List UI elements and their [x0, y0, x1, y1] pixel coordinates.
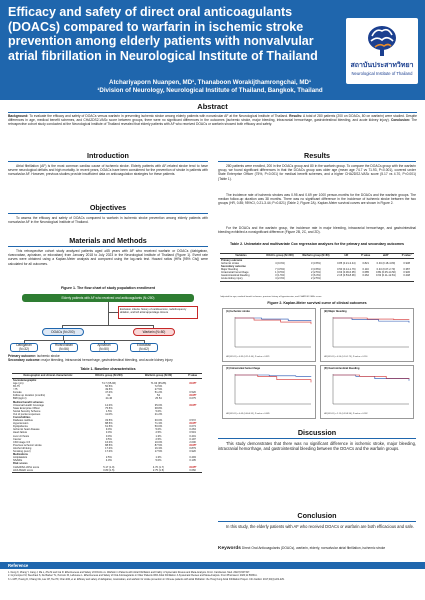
- table-cell: Dyslipidemia: [13, 425, 28, 429]
- flow-drug-split: [24, 340, 144, 341]
- km-axes: [235, 317, 311, 347]
- flow-drug-apixaban: [90, 343, 118, 352]
- table-cell: 51.2%: [154, 391, 163, 395]
- table-cell: 38.8%: [154, 406, 163, 410]
- table-cell: 11.0%: [105, 412, 113, 416]
- table-cell: Diabetes mellitus: [13, 419, 33, 423]
- results-heading: Results: [304, 151, 330, 160]
- table-cell: 0.073: [189, 425, 196, 429]
- table-cell: 47.0%: [105, 391, 113, 395]
- table-cell: 17.0%: [105, 446, 113, 450]
- table-cell: NSAIDs: [13, 459, 23, 463]
- table-cell: Medications: [13, 453, 28, 457]
- introduction-divider: [8, 161, 208, 162]
- table-cell: 16.0%: [105, 440, 113, 444]
- conclusion-text: In this study, the elderly patients with AF who received DOACs or warfarin are both efficacious and safe.: [226, 524, 415, 529]
- table-cell: 2.000: [189, 440, 196, 444]
- table-cell: CKD stage 3-5: [13, 440, 31, 444]
- table-cell: [334, 277, 359, 281]
- panel-title: (A) Ischemic stroke: [226, 310, 250, 313]
- table-cell: Liver cirrhosis: [13, 434, 29, 438]
- table-cell: 0.43 (0.07-2.73): [376, 268, 396, 272]
- abstract-background: To evaluate the efficacy and safety of DOACs versus warfarin in preventing ischemic stroke among elderly patients with nonvalvular AF at the Neurological Institute of Thailand.: [29, 114, 289, 118]
- objectives-heading: Objectives: [89, 203, 127, 212]
- table-cell: 0.493: [189, 456, 196, 460]
- discussion-heading: Discussion: [297, 428, 337, 437]
- discussion-text: This study demonstrates that there was no significant difference in ischemic stroke, major bleeding, intracranial hemorrhage, and gastrointestinal bleeding between the DOACs and the warfarin groups.: [218, 441, 416, 452]
- doacs-curve: [333, 375, 409, 381]
- table-cell: 10.0%: [154, 440, 163, 444]
- table-cell: 1 (0.5%): [275, 271, 285, 275]
- introduction-text: Atrial fibrillation (AF) is the most common cardiac cause of ischemic stroke. Elderly patients with AF-related stroke tend to have severe neurological deficits and high mortality. In recent years, DOACs have been considered for the prevention of stroke in patients with nonvalvular AF. However, previous studies provide insufficient data on anticoagulation strategies for these patients.: [8, 164, 208, 177]
- km-panel-intracranial-hemorrhage: [222, 365, 316, 419]
- table-cell: Hypertension: [13, 422, 29, 426]
- table-cell: 0.94 (0.18-4.80): [376, 261, 396, 265]
- references-list: [8, 571, 418, 581]
- flow-exclusion-box: Exclusion criteria: history of cardioversion, radiofrequency ablation, and left atrial appendage closure: [118, 306, 198, 319]
- table-cell: Comorbidities: [13, 416, 31, 419]
- table-cell: Universal Health Coverage: [13, 403, 44, 407]
- table-cell: 72.5%: [154, 385, 163, 389]
- table-cell: <0.05*: [188, 443, 197, 447]
- table-cell: 4.70 (1.7): [152, 465, 165, 469]
- table-cell: <0.05*: [188, 381, 197, 385]
- table-cell: 50.5%: [105, 385, 113, 389]
- table-header-cell: P value¹: [399, 254, 414, 259]
- table-cell: 0.80 (1.5): [84, 469, 134, 473]
- drug-name: Rivaroxaban: [55, 343, 73, 347]
- table-cell: 71.93 (65-86): [150, 381, 167, 385]
- table-cell: 0.197: [189, 437, 196, 441]
- poster-title: Efficacy and safety of direct oral anticoagulants (DOACs) compared to warfarin in ischemic stroke prevention among elderly patients with nonvalvular atrial fibrillation in Neurological Institute of Thailand: [8, 5, 318, 63]
- drug-name: Apixaban: [97, 343, 111, 347]
- table-cell: 54: [157, 394, 160, 398]
- table-cell: BMI (kg/m²): [13, 397, 27, 401]
- flow-drug-dabigatran: [10, 343, 38, 352]
- abstract-body: [8, 114, 417, 127]
- table-cell: 0.936: [403, 271, 410, 275]
- table2-footnote: ¹adjusted for age, medical benefit schemes, previous history of hypertension, and CHA2DS2-VASc score.: [220, 296, 322, 298]
- table-cell: 65-75: [13, 385, 20, 389]
- table-cell: Ischemic heart disease: [13, 428, 40, 432]
- km-panel-major-bleeding: [320, 308, 414, 362]
- table-cell: 27.5%: [154, 388, 163, 392]
- secondary-outcome-value: major bleeding, intracranial hemorrhage, gastrointestinal bleeding, and acute kidney injury: [41, 358, 173, 363]
- table-cell: 33.5%: [105, 419, 113, 423]
- table-cell: 0.63 (0.11-12.81): [376, 274, 396, 278]
- table-cell: 3 (3.8%): [310, 268, 321, 272]
- table-header-cell: Variables: [220, 254, 262, 259]
- primary-outcome-value: ischemic stroke: [36, 354, 60, 358]
- table-cell: 0.105: [189, 459, 196, 463]
- table-cell: State Enterprise Officer: [13, 406, 40, 410]
- table-header-cell: aHR¹: [372, 254, 399, 259]
- table-cell: Intracranial hemorrhage: [221, 271, 249, 275]
- table-cell: 31: [107, 394, 111, 398]
- table-cell: Primary outcome: [221, 258, 243, 262]
- methods-text: This retrospective cohort study analyzed patients aged ≥65 years with AF who received warfarin or DOACs (dabigatran, rivaroxaban, apixaban, or edoxaban) from January 2018 to July 2023 in the Neurological Institute of Thailand (Figure 1). Event rate curves were obtained using a Kaplan-Meier analysis and compared using the log-rank test. Hazard ratios (HRs [95% CIs]) were calculated for all outcomes.: [8, 249, 208, 266]
- figure1-title: Figure 1. The flow chart of study population enrollment: [60, 286, 156, 290]
- introduction-heading: Introduction: [87, 151, 129, 160]
- table-cell: Previous ischemic stroke: [13, 443, 42, 447]
- table-cell: Heart failure: [13, 431, 28, 435]
- table-header-cell: HR: [334, 254, 359, 259]
- table-cell: <0.05*: [188, 465, 197, 469]
- table-cell: 2 (2.5%): [298, 277, 334, 281]
- table-cell: Sociodemographic: [13, 378, 37, 382]
- table-cell: 3.0%: [105, 431, 112, 435]
- table-row: [220, 277, 414, 281]
- keywords-label: Keywords: [218, 546, 241, 551]
- table-cell: 0.685: [362, 271, 369, 275]
- flow-connector-exclusion: [108, 312, 118, 313]
- table-cell: 49.5%: [105, 388, 113, 392]
- panel-hazard-ratio: HR(95%CI) = 2.15 (0.53-8.96), P-value = 0.262: [324, 413, 368, 415]
- references-heading: Reference: [8, 562, 29, 568]
- table-cell: 0.821: [362, 261, 369, 265]
- table-cell: 2.5%: [155, 431, 162, 435]
- table-cell: 0.50 (0.14-1.79): [337, 268, 356, 272]
- table-cell: [359, 277, 373, 281]
- table-header-cell: P value: [183, 374, 202, 379]
- table-cell: 0.920: [189, 450, 196, 454]
- primary-outcome-label: Primary outcome:: [8, 354, 37, 358]
- table-cell: 12.0%: [105, 403, 113, 407]
- poster-header: [0, 0, 425, 100]
- institute-logo: [346, 18, 418, 84]
- table-cell: Antiplatelets: [13, 456, 28, 460]
- abstract-heading: Abstract: [197, 102, 228, 111]
- results-divider: [218, 161, 416, 162]
- table-cell: Medical benefit schemes: [13, 400, 44, 404]
- table-cell: 0.263: [189, 428, 196, 432]
- table-cell: 7 (3.5%): [275, 268, 285, 272]
- km-panel-ischemic-stroke: [222, 308, 316, 362]
- methods-heading: Materials and Methods: [69, 236, 147, 245]
- abstract-conclusion: The retrospective cohort study conducted at the Neurological Institute of Thailand revealed that elderly patients with AF who received DOACs or warfarin showed both efficacy and safety.: [8, 118, 417, 127]
- table-cell: 1.5%: [105, 409, 112, 413]
- table-cell: HAS-BLED score: [12, 469, 84, 473]
- table-cell: 25.54: [155, 397, 162, 401]
- table-cell: Smoking (ever): [13, 450, 31, 454]
- table-cell: 1.3%: [155, 456, 162, 460]
- table-cell: [372, 277, 399, 281]
- km-curve-plot: [325, 372, 411, 410]
- flow-connector-main: [108, 302, 109, 325]
- logo-english-text: Neurological Institute of Thailand: [351, 71, 413, 76]
- reference-item: 2. Grymonprez M, Steurbaut S, De Backer TL, Petrovic M, Lahousse L. Effectiveness and Safety of Oral Anticoagulants in Older Patients With Atrial Fibrillation: A Systematic Review and Meta-Analysis. Front Pharmacol. 2020;11:583311.: [8, 574, 258, 578]
- flow-warfarin-box: Warfarin (N=80): [133, 328, 175, 336]
- table-cell: Gastrointestinal bleeding: [221, 274, 250, 278]
- objectives-text: To assess the efficacy and safety of DOACs compared to warfarin in ischemic stroke prevention among elderly patients with nonvalvular AF in the Neurological Institute of Thailand.: [8, 216, 208, 225]
- table-cell: 88.5%: [105, 422, 113, 426]
- table-cell: <0.05*: [188, 403, 197, 407]
- table-cell: 4 (2.0%): [262, 277, 298, 281]
- flow-doacs-box: DOACs (N=200): [42, 328, 84, 336]
- table-cell: >75: [13, 388, 18, 392]
- table-cell: 87.5%: [154, 443, 163, 447]
- doacs-curve: [333, 318, 409, 323]
- baseline-table: [12, 373, 202, 473]
- keywords: [218, 546, 416, 551]
- table-cell: 5.0%: [155, 409, 162, 413]
- drug-count: (N=32): [19, 346, 29, 351]
- reference-item: 3. Li WH, Huang D, Chiang CE, Lau CP, Tse HF, Chan EW, et al. Efficacy and safety of dabigatran, rivaroxaban, and warfarin for stroke prevention in Chinese patients with atrial fibrillation: the Hong Kong Atrial Fibrillation Project. Clin Cardiol. 2017;40(4):222-229.: [8, 577, 285, 581]
- flow-enrolled-box: Elderly patients with AF who received oral anticoagulants (N=280): [22, 294, 194, 302]
- results-paragraph-1: 280 patients were enrolled, 200 in the DOACs group and 80 in the warfarin group. To compare the DOACs group with the warfarin group, we found significant differences in that the DOACs group was older age (mean age 74.7 vs 71.93, P<0.001), covered under State Enterprise Officer (75%, P<0.001) for medical benefit schemes, and a higher CHA2DS2-VASc score (5.17 vs 4.70, P<0.001) (Table 1).: [218, 164, 416, 181]
- table-cell: 2 (2.5%): [310, 271, 321, 275]
- doacs-curve: [235, 318, 311, 321]
- table-cell: 0.5%: [105, 437, 112, 441]
- secondary-outcome-label: Secondary outcome:: [8, 358, 41, 363]
- table-cell: 0.938: [403, 261, 410, 265]
- warfarin-curve: [333, 375, 409, 379]
- table-cell: Social Security Scheme: [13, 409, 41, 413]
- table-cell: 0.075: [189, 397, 196, 401]
- table-cell: Cancer: [13, 437, 22, 441]
- panel-title: (C) Intracranial hemorrhage: [226, 367, 261, 370]
- table-cell: 24.46: [105, 397, 113, 401]
- table-cell: 0.660: [183, 469, 202, 473]
- table-cell: 17.0%: [105, 450, 113, 454]
- table-cell: 0.85 (0.21-3.44): [337, 261, 356, 265]
- table-cell: 35.0%: [154, 403, 163, 407]
- panel-hazard-ratio: HR(95%CI) = 0.85 (0.21-3.44), P-value = 0.821: [226, 356, 270, 358]
- table-cell: Secondary outcome: [221, 265, 246, 269]
- table-header-cell: Warfarin group (N=80): [298, 254, 334, 259]
- table-cell: 5.17 (1.9): [103, 465, 115, 469]
- table-cell: 0.248: [403, 274, 410, 278]
- table-cell: 0.116: [362, 268, 369, 272]
- table-cell: 3 (6.3%): [310, 274, 321, 278]
- table-cell: [399, 277, 414, 281]
- abstract-background-label: Background:: [8, 114, 29, 118]
- table-cell: 75.5%: [105, 406, 113, 410]
- table-cell: 5.0%: [155, 459, 162, 463]
- logo-thai-text: สถาบันประสาทวิทยา: [350, 61, 414, 69]
- table-cell: 0.262: [362, 274, 369, 278]
- conclusion-divider: [218, 521, 416, 522]
- table-cell: 0.879: [189, 446, 196, 450]
- table-cell: Out of pocket expenses: [13, 412, 41, 416]
- reference-item: 1. Deng X, Zhang Y, Jiang J, Ma L, Zhu M and Cai R. Effectiveness and Safety of DOACs vs. Warfarin in Patients with Atrial Fibrillation and Frailty: A Systematic Review and Meta-Analysis. Front. Cardiovasc. Med. 2022;9:907197.: [8, 571, 251, 574]
- conclusion-heading: Conclusion: [297, 511, 337, 520]
- table-cell: 4 (0.0%): [275, 261, 285, 265]
- drug-count: (N=62): [139, 346, 149, 351]
- table-cell: 2.5%: [105, 456, 112, 460]
- table-header-cell: Warfarin group (N=80): [134, 374, 184, 379]
- methods-divider: [8, 246, 208, 247]
- table-cell: 2.75 (1.5): [134, 469, 184, 473]
- table-cell: 0.63 (0.06-6.95): [337, 271, 356, 275]
- km-axes: [333, 317, 409, 347]
- references-bar: [0, 562, 425, 569]
- table1-title: Table 1. Baseline characteristics: [80, 367, 136, 371]
- keywords-text: Direct Oral Anticoagulants (DOACs), warfarin, elderly, nonvalvular atrial fibrillation, ischemic stroke: [241, 546, 386, 550]
- table-cell: 0.89 (0.05-14.50): [375, 271, 396, 275]
- flow-split-line: [62, 325, 153, 326]
- table-cell: 3 (1.5%): [275, 274, 285, 278]
- table-cell: 0.401: [189, 434, 196, 438]
- table-cell: 21.2%: [154, 412, 163, 416]
- table2-title: Table 2. Univariate and multivariate Cox regression analyses for the primary and secondary outcomes: [229, 242, 405, 246]
- figure2-title: Figure 2. Kaplan-Meier survival curve of clinical outcomes: [267, 301, 367, 305]
- table-cell: 5.0%: [155, 428, 162, 432]
- table-cell: 88.5%: [105, 443, 113, 447]
- results-paragraph-2: The incidence rate of ischemic strokes was 0.95 and 0.69 per 1000 person-months for the DOACs and the warfarin groups. The median follow-up duration was 38 months. There was no significant difference in the incidence of ischemic stroke between the two groups (HR, 0.85; 95%CI, 0.21-3.44; P=0.821) (Table 2, Figure 2A). Kaplan-Meier survival curves are shown in Figure 2.: [218, 193, 416, 206]
- table-cell: 3 (3.8%): [310, 261, 321, 265]
- km-curve-plot: [227, 372, 313, 410]
- abstract-divider: [8, 112, 417, 113]
- table-cell: 9.0%: [105, 428, 112, 432]
- drug-count: (N=50): [99, 346, 109, 351]
- table-header-cell: DOACs group (N=200): [262, 254, 298, 259]
- table-header-cell: P value: [359, 254, 373, 259]
- table-cell: Alcohol drinking: [13, 446, 32, 450]
- table-cell: Risk scores: [13, 462, 28, 466]
- table-cell: CHA2DS2-VASc score: [13, 465, 40, 469]
- table-header-cell: Demographic and clinical characteristic: [12, 374, 84, 379]
- table-cell: 61.5%: [105, 425, 113, 429]
- table-cell: 30.0%: [154, 419, 163, 423]
- table-row: [12, 469, 202, 473]
- km-panel-gastrointestinal-bleeding: [320, 365, 414, 419]
- panel-title: (D) Gastrointestinal bleeding: [324, 367, 360, 370]
- table-cell: <0.05*: [188, 394, 197, 398]
- brain-logo-icon: [364, 22, 400, 58]
- author-affiliation: ¹Division of Neurology, Neurological Institute of Thailand, Bangkok, Thailand: [97, 87, 323, 94]
- panel-hazard-ratio: HR(95%CI) = 0.63 (0.06-6.95), P-value = 0.685: [226, 413, 270, 415]
- abstract-results-label: Results:: [289, 114, 303, 118]
- table-cell: Ischemic stroke: [221, 261, 240, 265]
- table-cell: 2.5%: [155, 437, 162, 441]
- table-cell: 0.572: [189, 419, 196, 423]
- secondary-outcome: [8, 358, 208, 362]
- panel-title: (B) Major bleeding: [324, 310, 347, 313]
- drug-count: (N=56): [59, 346, 69, 351]
- km-axes: [235, 374, 311, 404]
- table-cell: 71.3%: [154, 422, 163, 426]
- table-cell: Female: [13, 391, 22, 395]
- cox-regression-table: [220, 253, 414, 282]
- table-cell: 0.387: [403, 268, 410, 272]
- table-cell: 17.5%: [154, 450, 163, 454]
- drug-name: Edoxaban: [136, 343, 152, 347]
- table-cell: Acute kidney injury: [220, 277, 262, 281]
- table-cell: 2.15 (0.53-8.96): [337, 274, 356, 278]
- table-cell: 16.3%: [154, 446, 163, 450]
- drug-name: Dabigatran: [16, 343, 32, 347]
- panel-hazard-ratio: HR(95%CI) = 0.50 (0.14-1.79), P-value = 0.116: [324, 356, 368, 358]
- table-cell: <0.05*: [188, 422, 197, 426]
- abstract-results: A total of 280 patients (200 on DOACs, 80 on warfarin) were studied. Despite differences in age, medical benefit schemes, and CHA2DS2-VASc score between groups, there were no significant differences in the outcomes (ischemic stroke, major bleeding, intracranial hemorrhage, gastrointestinal bleeding, and acute kidney injury).: [8, 114, 418, 123]
- flow-drug-edoxaban: [130, 343, 158, 352]
- table-cell: Age (yrs): [13, 381, 24, 385]
- table-cell: 1.3%: [155, 434, 162, 438]
- km-curve-plot: [227, 315, 313, 353]
- table-cell: Major bleeding: [221, 268, 239, 272]
- table-cell: Follow up duration (months): [13, 394, 46, 398]
- table-cell: 74.7 (65-96): [101, 381, 116, 385]
- table-cell: 0.0%: [105, 434, 112, 438]
- results-paragraph-3: For the DOACs and the warfarin group, the incidence rate in major bleeding, intracranial hemorrhage, and gastrointestinal bleeding exhibited a nonsignificant difference (Figure 2B, 2C, and 2D).: [218, 226, 416, 235]
- table-cell: 0.519: [189, 431, 196, 435]
- author-names: Atchariyaporn Nuanpen, MD¹, Thanaboon Worakijthamrongchai, MD¹: [108, 79, 312, 86]
- table-cell: 0.520: [189, 391, 196, 395]
- flow-drug-rivaroxaban: [50, 343, 78, 352]
- outcomes-text: [8, 354, 208, 362]
- km-curve-plot: [325, 315, 411, 353]
- discussion-divider: [218, 438, 416, 439]
- table-header-cell: DOACs group (N=200): [84, 374, 134, 379]
- poster-authors: [60, 79, 360, 95]
- table-cell: 50.0%: [154, 425, 163, 429]
- objectives-divider: [8, 213, 208, 214]
- table-cell: 4.0%: [105, 459, 112, 463]
- abstract-conclusion-label: Conclusion:: [390, 118, 411, 123]
